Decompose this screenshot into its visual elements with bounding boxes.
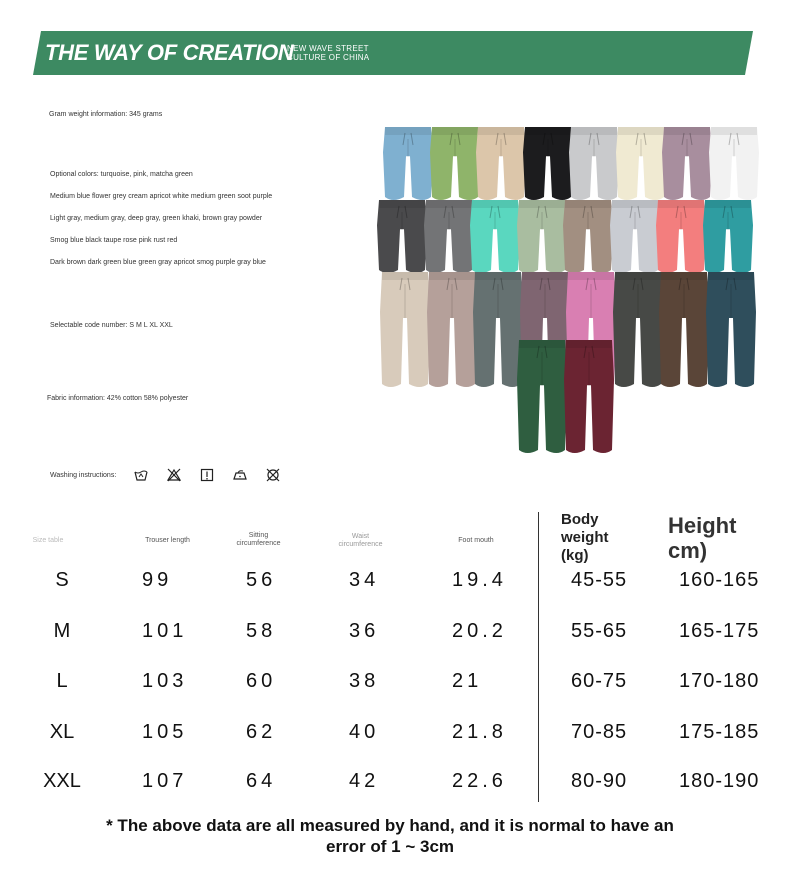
header-height-line2: cm) [668, 538, 708, 563]
pants-swatch [562, 338, 616, 456]
header-foot-mouth: Foot mouth [458, 537, 494, 544]
cell-sitting: 64 [246, 770, 277, 792]
header-sitting-line2: circumference [236, 540, 281, 547]
cell-foot: 19.4 [452, 569, 507, 591]
cell-length: 107 [142, 770, 188, 792]
cell-waist: 34 [349, 569, 380, 591]
footnote-line1: * The above data are all measured by hand, and it is normal to have an [106, 816, 674, 835]
header-waist-line1: Waist [351, 533, 370, 540]
banner-subtitle [287, 44, 369, 62]
header-waist-circumference [328, 533, 393, 549]
washing-label: Washing instructions: [50, 471, 117, 479]
header-size-table: Size table [32, 537, 64, 544]
header-body-weight [561, 511, 609, 565]
pants-color-grid [375, 125, 755, 465]
cell-size: XXL [43, 770, 81, 792]
cell-size: L [56, 670, 68, 692]
banner-subtitle-line1: NEW WAVE STREET [287, 44, 369, 53]
dry-flat-icon [200, 468, 214, 482]
header-trouser-length: Trouser length [145, 537, 190, 544]
cell-waist: 42 [349, 770, 380, 792]
measurement-footnote [80, 815, 700, 857]
header-weight-line1: Body [561, 511, 599, 528]
cell-weight: 45-55 [571, 569, 628, 591]
cell-length: 105 [142, 721, 188, 743]
gram-weight-info: Gram weight information: 345 grams [49, 111, 163, 118]
cell-size: S [55, 569, 69, 591]
cell-sitting: 56 [246, 569, 277, 591]
cell-waist: 38 [349, 670, 380, 692]
colors-info-2: Medium blue flower grey cream apricot white medium green soot purple [50, 193, 273, 200]
cell-foot: 22.6 [452, 770, 507, 792]
cell-weight: 60-75 [571, 670, 628, 692]
header-waist-line2: circumference [338, 541, 383, 548]
washing-instructions [50, 468, 299, 482]
colors-info-1: Optional colors: turquoise, pink, matcha green [50, 171, 193, 178]
cell-height: 175-185 [679, 721, 760, 743]
fabric-info: Fabric information: 42% cotton 58% polyester [47, 395, 189, 402]
banner-title: THE WAY OF CREATION [45, 40, 294, 65]
colors-info-5: Dark brown dark green blue green gray apricot smog purple gray blue [50, 259, 266, 266]
cell-weight: 55-65 [571, 620, 628, 642]
header-height-line1: Height [668, 513, 737, 538]
cell-height: 160-165 [679, 569, 760, 591]
cell-foot: 21.8 [452, 721, 507, 743]
cell-size: M [53, 620, 71, 642]
iron-icon [233, 468, 247, 482]
banner-subtitle-line2: CULTURE OF CHINA [287, 53, 370, 62]
header-sitting-line1: Sitting [248, 532, 269, 539]
cell-waist: 40 [349, 721, 380, 743]
cell-sitting: 60 [246, 670, 277, 692]
table-divider [538, 512, 539, 802]
cell-weight: 70-85 [571, 721, 628, 743]
colors-info-3: Light gray, medium gray, deep gray, green khaki, brown gray powder [50, 215, 263, 222]
cell-height: 165-175 [679, 620, 760, 642]
header-weight-line3: (kg) [561, 547, 589, 564]
no-bleach-icon [167, 468, 181, 482]
sizes-info: Selectable code number: S M L XL XXL [50, 322, 173, 329]
cell-height: 170-180 [679, 670, 760, 692]
pants-swatch [701, 198, 755, 276]
title-banner [33, 31, 753, 75]
cell-length: 103 [142, 670, 188, 692]
cell-sitting: 58 [246, 620, 277, 642]
header-weight-line2: weight [561, 529, 609, 546]
pants-swatch [704, 270, 758, 390]
pants-swatch [707, 125, 761, 203]
cell-sitting: 62 [246, 721, 277, 743]
cell-waist: 36 [349, 620, 380, 642]
cell-height: 180-190 [679, 770, 760, 792]
cell-size: XL [49, 721, 75, 743]
cell-foot: 20.2 [452, 620, 507, 642]
hand-wash-icon [134, 468, 148, 482]
cell-length: 99 [142, 569, 173, 591]
cell-length: 101 [142, 620, 188, 642]
header-sitting-circumference [226, 532, 291, 548]
no-dry-clean-icon [266, 468, 280, 482]
cell-weight: 80-90 [571, 770, 628, 792]
footnote-line2: error of 1 ~ 3cm [325, 837, 455, 856]
colors-info-4: Smog blue black taupe rose pink rust red [50, 237, 178, 244]
cell-foot: 21 [452, 670, 483, 692]
header-height [668, 513, 736, 563]
